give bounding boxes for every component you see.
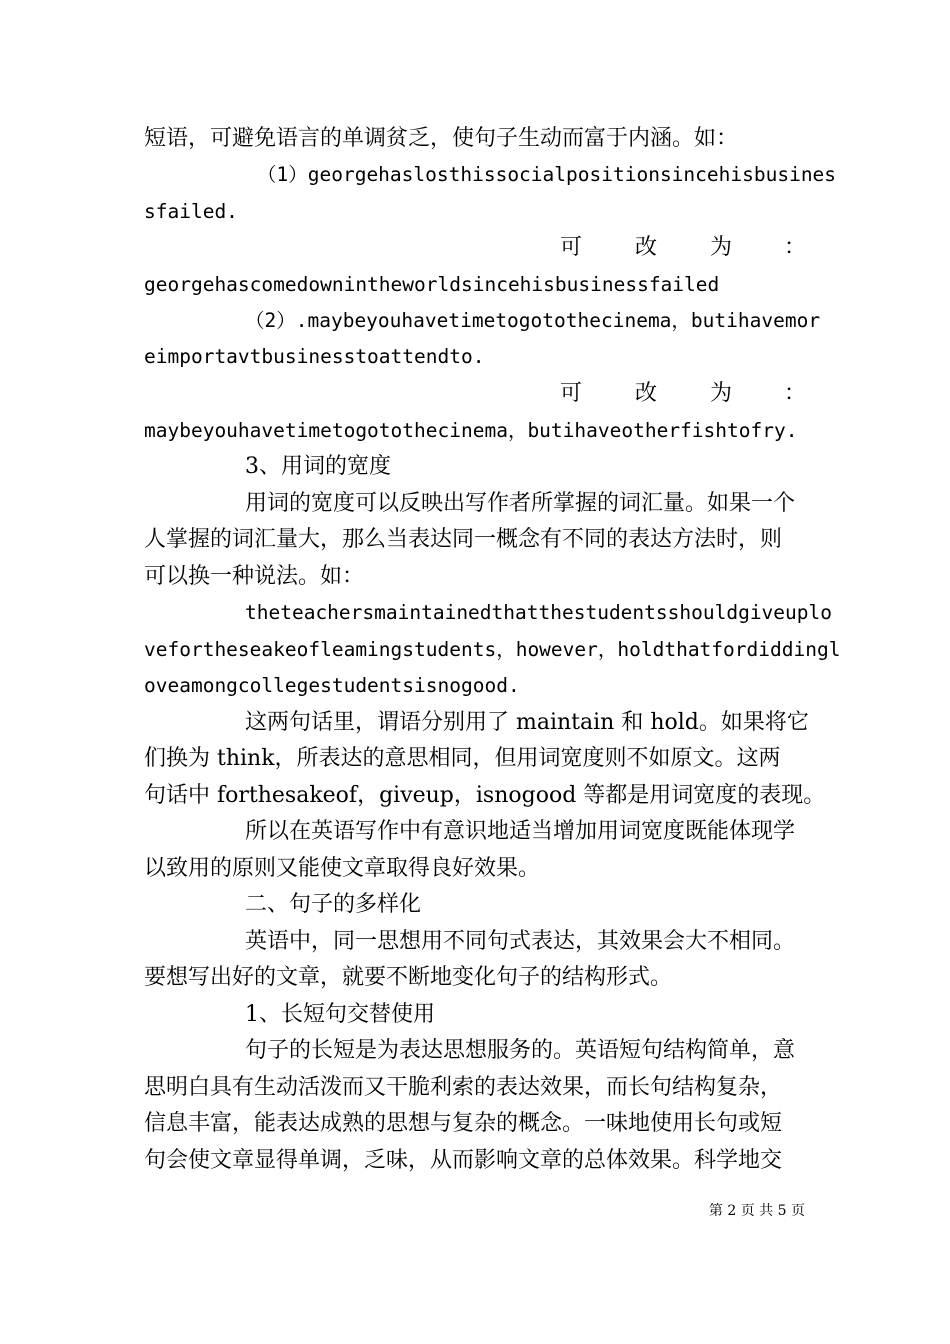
text-line: 句子的长短是为表达思想服务的。英语短句结构简单，意 bbox=[245, 1038, 796, 1063]
example-sentence: maybeyouhavetimetogotothecinema，butihaveotherfishtofry. bbox=[144, 419, 798, 442]
text-line: 思明白具有生动活泼而又干脆利索的表达效果，而长句结构复杂， bbox=[144, 1075, 783, 1100]
text-line: 以致用的原则又能使文章取得良好效果。 bbox=[144, 856, 541, 881]
section-heading: 二、句子的多样化 bbox=[245, 892, 422, 917]
example-sentence: georgehascomedownintheworldsincehisbusinessfailed bbox=[144, 273, 720, 296]
section-heading: 3、用词的宽度 bbox=[245, 454, 391, 479]
rewrite-label-char: ： bbox=[784, 235, 807, 260]
section-heading: 1、长短句交替使用 bbox=[245, 1002, 435, 1027]
rewrite-label-char: 可 bbox=[560, 235, 583, 260]
text-line: 可以换一种说法。如： bbox=[144, 564, 365, 589]
text-line: 们换为 think，所表达的意思相同，但用词宽度则不如原文。这两 bbox=[144, 746, 781, 771]
example-sentence: （1）georgehaslosthissocialpositionsincehisbusines bbox=[257, 163, 837, 186]
text-line: 句话中 forthesakeof，giveup，isnogood 等都是用词宽度的表现。 bbox=[144, 783, 826, 808]
rewrite-label-char: 改 bbox=[635, 235, 658, 260]
rewrite-label-char: 为 bbox=[710, 235, 733, 260]
example-sentence: theteachersmaintainedthatthestudentsshouldgiveuplo bbox=[245, 601, 832, 624]
text-line: 这两句话里，谓语分别用了 maintain 和 hold。如果将它 bbox=[245, 710, 809, 735]
example-sentence: （2）.maybeyouhavetimetogotothecinema，butihavemor bbox=[245, 309, 821, 332]
example-sentence: sfailed. bbox=[144, 200, 238, 223]
rewrite-label-char: 为 bbox=[710, 381, 733, 406]
text-line: 用词的宽度可以反映出写作者所掌握的词汇量。如果一个 bbox=[245, 491, 796, 516]
example-sentence: vefortheseakeofleamingstudents，however，holdthatfordiddingl bbox=[144, 638, 841, 661]
text-line: 短语，可避免语言的单调贫乏，使句子生动而富于内涵。如： bbox=[144, 126, 739, 151]
text-line: 信息丰富，能表达成熟的思想与复杂的概念。一味地使用长句或短 bbox=[144, 1111, 783, 1136]
rewrite-label-char: 可 bbox=[560, 381, 583, 406]
text-line: 所以在英语写作中有意识地适当增加用词宽度既能体现学 bbox=[245, 819, 796, 844]
page-number: 第 2 页 共 5 页 bbox=[708, 1203, 805, 1219]
rewrite-label-char: 改 bbox=[635, 381, 658, 406]
text-line: 人掌握的词汇量大，那么当表达同一概念有不同的表达方法时，则 bbox=[144, 527, 783, 552]
text-line: 要想写出好的文章，就要不断地变化句子的结构形式。 bbox=[144, 965, 673, 990]
example-sentence: oveamongcollegestudentsisnogood. bbox=[144, 674, 520, 697]
example-sentence: eimportavtbusinesstoattendto. bbox=[144, 345, 485, 368]
rewrite-label-char: ： bbox=[784, 381, 807, 406]
text-line: 句会使文章显得单调，乏味，从而影响文章的总体效果。科学地交 bbox=[144, 1148, 783, 1173]
text-line: 英语中，同一思想用不同句式表达，其效果会大不相同。 bbox=[245, 929, 796, 954]
